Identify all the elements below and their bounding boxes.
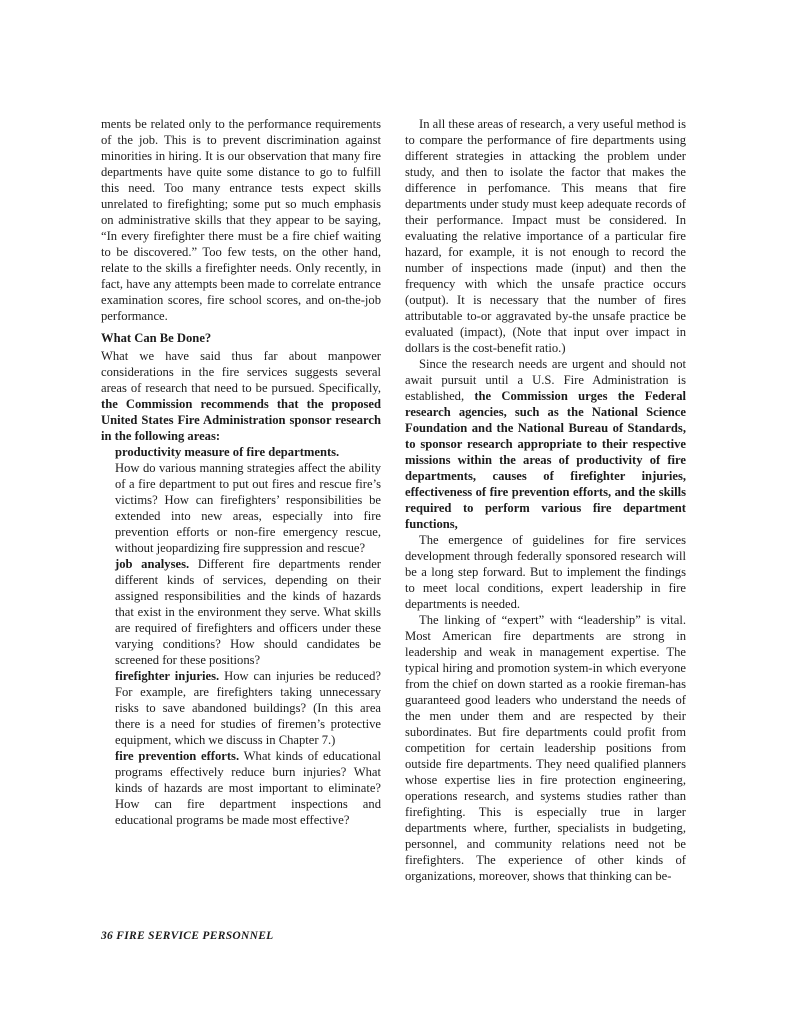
research-item-injuries — [101, 668, 381, 748]
page-footer: 36 FIRE SERVICE PERSONNEL — [101, 930, 274, 942]
research-item-job-analyses — [101, 556, 381, 668]
left-paragraph-2 — [101, 348, 381, 444]
item-text: How can injuries be reduced? For example, are firefighters taking unnecessary risks to save abandoned buildings? (In this area there is a need for studies of firemen’s protective equipment, which we discuss in Chapter 7.) — [115, 669, 381, 747]
item-term: job analyses. — [115, 557, 190, 571]
item-text: Different fire departments render different kinds of services, depending on their assigned responsibilities and the kinds of hazards that exist in the environment they serve. What skills are required of firefighters and officers under these varying conditions? How should candidates be screened for these positions? — [115, 557, 382, 667]
research-item-prevention — [101, 748, 381, 828]
paragraph-text: What we have said thus far about manpower considerations in the fire services suggests several areas of research that need to be pursued. Specifically, — [101, 349, 381, 395]
item-term: fire prevention efforts. — [115, 749, 240, 763]
item-term: firefighter injuries. — [115, 669, 220, 683]
right-paragraph-1: In all these areas of research, a very useful method is to compare the performance of fire departments using different strategies in attacking the problem under study, and then to isolate the factor that makes the difference in perfomance. This means that fire departments under study must keep adequate records of their performance. Impact must be considered. In evaluating the relative importance of a particular fire hazard, for example, it is not enough to record the number of inspections made (input) and then the frequency with which the unsafe practice occurs (output). It is necessary that the number of fires attributable to-or aggravated by-the unsafe practice be evaluated (impact), (Note that input over impact in dollars is the cost-benefit ratio.) — [405, 117, 686, 355]
paragraph-text: Since the research needs are urgent and should not await pursuit until a U.S. Fire Administration is established, — [405, 357, 686, 403]
right-column — [405, 116, 686, 884]
recommendation-bold: the Commission recommends that the proposed United States Fire Administration sponsor research in the following areas: — [101, 397, 381, 443]
right-paragraph-2 — [405, 356, 686, 532]
item-term: productivity measure of fire departments. — [115, 445, 340, 459]
section-heading: What Can Be Done? — [101, 331, 212, 345]
right-paragraph-3: The emergence of guidelines for fire services development through federally sponsored research will be a long step forward. But to implement the findings to meet local conditions, expert leadership in fire departments is needed. — [405, 533, 686, 611]
item-text: How do various manning strategies affect the ability of a fire department to put out fires and rescue fire’s victims? How can firefighters’ responsibilities be extended into new areas, especially into fire prevention efforts or non-fire emergency rescue, without jeopardizing fire suppression and rescue? — [115, 461, 381, 555]
recommendation-bold: the Commission urges the Federal research agencies, such as the National Science Foundation and the National Bureau of Standards, to sponsor research appropriate to their respective missions within the areas of productivity of fire departments, causes of firefighter injuries, effectiveness of fire prevention efforts, and the skills required to perform various fire department functions, — [405, 389, 686, 531]
left-paragraph-1: ments be related only to the performance requirements of the job. This is to prevent discrimination against minorities in hiring. It is our observation that many fire departments have quite some distance to go to fulfill this need. Too many entrance tests expect skills unrelated to firefighting; some put so much emphasis on administrative skills that they appear to be saying, “In every firefighter there must be a fire chief waiting to be discovered.” Too few tests, on the other hand, relate to the skills a firefighter needs. Only recently, in fact, have any attempts been made to correlate entrance examination scores, fire school scores, and on-the-job performance. — [101, 117, 381, 323]
research-item-productivity — [101, 444, 381, 556]
left-column — [101, 116, 381, 828]
right-paragraph-4: The linking of “expert” with “leadership” is vital. Most American fire departments are strong in leadership and weak in management expertise. The typical hiring and promotion system-in which everyone from the chief on down started as a rookie fireman-has guaranteed good leaders who understand the needs of the men under them and are respected by their subordinates. But fire departments could profit from competition for certain leadership positions from outside fire departments. They need qualified planners whose expertise lies in fire protection engineering, operations research, and systems studies rather than firefighting. This is especially true in larger departments where, further, specialists in budgeting, personnel, and community relations need not be firefighters. The experience of other kinds of organizations, moreover, shows that thinking can be- — [405, 613, 686, 883]
item-text: What kinds of educational programs effectively reduce burn injuries? What kinds of hazards are most important to eliminate? How can fire department inspections and educational programs be made most effective? — [115, 749, 382, 827]
